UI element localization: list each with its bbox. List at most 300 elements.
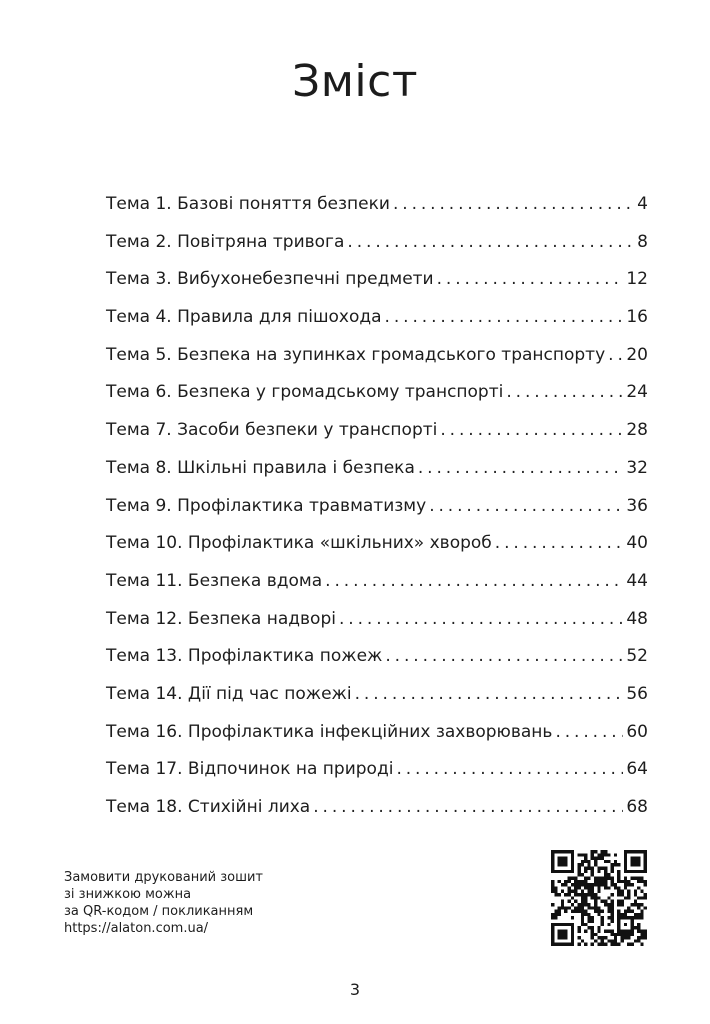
- qr-module: [551, 929, 554, 932]
- qr-module: [611, 893, 614, 896]
- toc-item-page: 68: [626, 797, 648, 817]
- qr-module: [611, 900, 614, 903]
- qr-module: [604, 870, 607, 873]
- toc-item-page: 64: [626, 759, 648, 780]
- toc-item-title: Тема 14. Дії під час пожежі: [106, 683, 352, 704]
- qr-module: [558, 870, 561, 873]
- qr-module: [624, 853, 627, 856]
- qr-module: [551, 916, 554, 919]
- qr-module: [640, 850, 643, 853]
- qr-module: [571, 939, 574, 942]
- qr-module: [581, 880, 584, 883]
- toc-item[interactable]: [106, 186, 648, 224]
- qr-module: [568, 876, 571, 879]
- qr-module: [637, 886, 640, 889]
- qr-module: [644, 883, 647, 886]
- qr-module: [611, 883, 614, 886]
- qr-module: [617, 876, 620, 879]
- qr-module: [594, 880, 597, 883]
- qr-module: [581, 853, 584, 856]
- qr-module: [644, 936, 647, 939]
- qr-module: [604, 860, 607, 863]
- qr-module: [637, 929, 640, 932]
- qr-module: [634, 900, 637, 903]
- qr-module: [581, 903, 584, 906]
- qr-module: [581, 906, 584, 909]
- qr-module: [558, 923, 561, 926]
- qr-module: [574, 900, 577, 903]
- qr-module: [611, 903, 614, 906]
- qr-module: [607, 903, 610, 906]
- qr-module: [577, 903, 580, 906]
- qr-module: [637, 850, 640, 853]
- qr-module: [617, 873, 620, 876]
- toc-item-title: Тема 10. Профілактика «шкільних» хвороб: [106, 533, 492, 554]
- qr-module: [551, 939, 554, 942]
- qr-module: [594, 893, 597, 896]
- qr-module: [571, 850, 574, 853]
- qr-module: [564, 850, 567, 853]
- qr-module: [640, 916, 643, 919]
- qr-module: [581, 883, 584, 886]
- qr-module: [584, 870, 587, 873]
- qr-module: [558, 857, 561, 860]
- qr-module: [640, 929, 643, 932]
- qr-module: [614, 883, 617, 886]
- qr-module: [624, 876, 627, 879]
- toc-item[interactable]: [106, 374, 648, 412]
- qr-module: [568, 890, 571, 893]
- qr-module: [601, 916, 604, 919]
- toc-item-title: Тема 1. Базові поняття безпеки: [106, 194, 390, 214]
- qr-module: [558, 863, 561, 866]
- qr-module: [621, 929, 624, 932]
- qr-module: [601, 936, 604, 939]
- qr-module: [584, 896, 587, 899]
- qr-module: [611, 910, 614, 913]
- qr-module: [614, 853, 617, 856]
- qr-module: [571, 923, 574, 926]
- qr-module: [627, 916, 630, 919]
- qr-module: [607, 873, 610, 876]
- toc-item[interactable]: [106, 450, 648, 488]
- qr-module: [577, 880, 580, 883]
- qr-module: [594, 903, 597, 906]
- qr-module: [571, 857, 574, 860]
- toc-leader-dots: [495, 525, 624, 563]
- qr-module: [614, 860, 617, 863]
- toc-leader-dots: [555, 714, 623, 752]
- qr-module: [587, 913, 590, 916]
- qr-module: [630, 857, 633, 860]
- qr-module: [627, 890, 630, 893]
- toc-item[interactable]: [106, 714, 648, 752]
- qr-module: [624, 910, 627, 913]
- qr-module: [594, 933, 597, 936]
- qr-module: [581, 923, 584, 926]
- qr-module: [607, 939, 610, 942]
- qr-module: [551, 867, 554, 870]
- qr-module: [634, 870, 637, 873]
- qr-module: [640, 936, 643, 939]
- qr-module: [611, 920, 614, 923]
- qr-module: [621, 933, 624, 936]
- qr-module: [551, 863, 554, 866]
- qr-module: [637, 926, 640, 929]
- qr-module: [607, 896, 610, 899]
- qr-module: [630, 929, 633, 932]
- qr-module: [568, 893, 571, 896]
- qr-module: [637, 870, 640, 873]
- qr-module: [574, 910, 577, 913]
- toc-item[interactable]: [106, 563, 648, 601]
- qr-module: [587, 906, 590, 909]
- qr-module: [604, 867, 607, 870]
- qr-module: [584, 886, 587, 889]
- qr-module: [624, 936, 627, 939]
- qr-module: [591, 853, 594, 856]
- qr-module: [607, 853, 610, 856]
- qr-module: [594, 863, 597, 866]
- qr-module: [581, 900, 584, 903]
- order-note-line: зі знижкою можна: [64, 887, 192, 902]
- qr-module: [597, 867, 600, 870]
- qr-module: [611, 876, 614, 879]
- toc-item-page: 20: [626, 344, 648, 365]
- qr-module: [640, 890, 643, 893]
- qr-module: [614, 863, 617, 866]
- qr-module: [621, 903, 624, 906]
- qr-module: [624, 933, 627, 936]
- toc-item[interactable]: [106, 299, 648, 337]
- qr-module: [640, 943, 643, 946]
- qr-module: [624, 880, 627, 883]
- qr-module: [637, 923, 640, 926]
- qr-module: [571, 890, 574, 893]
- qr-module: [624, 896, 627, 899]
- qr-module: [584, 943, 587, 946]
- qr-module: [584, 893, 587, 896]
- qr-module: [561, 936, 564, 939]
- toc-item[interactable]: [106, 751, 648, 789]
- qr-module: [624, 923, 627, 926]
- qr-module: [574, 893, 577, 896]
- qr-module: [568, 923, 571, 926]
- qr-module: [621, 893, 624, 896]
- qr-module: [617, 893, 620, 896]
- qr-module: [551, 850, 554, 853]
- qr-module: [591, 929, 594, 932]
- qr-module: [594, 850, 597, 853]
- qr-module: [627, 936, 630, 939]
- toc-leader-dots: [506, 374, 623, 412]
- qr-module: [637, 863, 640, 866]
- qr-module: [571, 860, 574, 863]
- qr-module: [594, 939, 597, 942]
- qr-module: [554, 943, 557, 946]
- qr-module: [568, 850, 571, 853]
- toc-leader-dots: [608, 337, 623, 375]
- qr-module: [597, 906, 600, 909]
- qr-module: [601, 880, 604, 883]
- qr-module: [571, 916, 574, 919]
- qr-module: [634, 939, 637, 942]
- qr-module: [630, 923, 633, 926]
- toc-item-title: Тема 2. Повітряна тривога: [106, 231, 345, 252]
- toc-item[interactable]: [106, 638, 648, 676]
- qr-module: [551, 933, 554, 936]
- toc-item-title: Тема 16. Профілактика інфекційних захворювань: [106, 721, 553, 742]
- toc-item[interactable]: [106, 261, 648, 299]
- qr-module: [561, 857, 564, 860]
- qr-module: [624, 883, 627, 886]
- toc-item[interactable]: [106, 676, 648, 714]
- qr-module: [621, 913, 624, 916]
- qr-module: [551, 870, 554, 873]
- qr-module: [614, 886, 617, 889]
- qr-module: [577, 886, 580, 889]
- qr-module: [627, 943, 630, 946]
- toc-item-page: 40: [626, 533, 648, 554]
- qr-module: [591, 867, 594, 870]
- qr-module: [568, 870, 571, 873]
- toc-item[interactable]: [106, 488, 648, 526]
- qr-module: [617, 913, 620, 916]
- qr-module: [607, 929, 610, 932]
- qr-module: [597, 857, 600, 860]
- toc-item[interactable]: [106, 412, 648, 450]
- qr-module: [577, 943, 580, 946]
- qr-module: [594, 876, 597, 879]
- qr-module: [627, 933, 630, 936]
- qr-module: [584, 860, 587, 863]
- toc-item[interactable]: [106, 224, 648, 262]
- qr-module: [561, 906, 564, 909]
- qr-module: [574, 883, 577, 886]
- qr-module: [571, 943, 574, 946]
- qr-module: [630, 870, 633, 873]
- qr-module: [601, 920, 604, 923]
- qr-module: [587, 916, 590, 919]
- order-link[interactable]: https://alaton.com.ua/: [64, 921, 209, 936]
- qr-module: [597, 870, 600, 873]
- qr-module: [617, 863, 620, 866]
- qr-module: [581, 873, 584, 876]
- toc-leader-dots: [429, 488, 623, 526]
- qr-module: [584, 923, 587, 926]
- qr-module: [591, 850, 594, 853]
- qr-module: [630, 943, 633, 946]
- toc-item[interactable]: [106, 337, 648, 375]
- qr-module: [630, 850, 633, 853]
- qr-module: [571, 936, 574, 939]
- qr-code-icon[interactable]: [551, 850, 647, 946]
- qr-module: [594, 857, 597, 860]
- qr-module: [597, 886, 600, 889]
- qr-module: [640, 870, 643, 873]
- qr-module: [617, 916, 620, 919]
- qr-module: [591, 916, 594, 919]
- qr-module: [644, 863, 647, 866]
- qr-module: [577, 870, 580, 873]
- qr-module: [558, 929, 561, 932]
- toc-leader-dots: [313, 789, 623, 827]
- qr-module: [597, 883, 600, 886]
- qr-module: [561, 863, 564, 866]
- qr-module: [624, 886, 627, 889]
- toc-item[interactable]: [106, 601, 648, 639]
- qr-module: [591, 857, 594, 860]
- qr-module: [587, 883, 590, 886]
- qr-module: [587, 893, 590, 896]
- toc-item-page: 60: [626, 721, 648, 742]
- toc-item-title: Тема 3. Вибухонебезпечні предмети: [106, 269, 434, 290]
- qr-module: [621, 900, 624, 903]
- qr-module: [624, 863, 627, 866]
- qr-module: [584, 880, 587, 883]
- qr-module: [617, 886, 620, 889]
- qr-module: [634, 913, 637, 916]
- qr-module: [630, 920, 633, 923]
- qr-module: [611, 913, 614, 916]
- qr-module: [597, 896, 600, 899]
- toc-item-page: 32: [626, 457, 648, 478]
- qr-module: [577, 873, 580, 876]
- qr-module: [597, 853, 600, 856]
- toc-leader-dots: [437, 261, 624, 299]
- qr-module: [640, 876, 643, 879]
- qr-module: [611, 916, 614, 919]
- qr-module: [617, 890, 620, 893]
- toc-item-title: Тема 6. Безпека у громадському транспорті: [106, 382, 504, 403]
- qr-module: [551, 943, 554, 946]
- qr-module: [627, 929, 630, 932]
- qr-module: [621, 890, 624, 893]
- qr-module: [561, 903, 564, 906]
- qr-module: [587, 867, 590, 870]
- qr-module: [561, 850, 564, 853]
- qr-module: [597, 943, 600, 946]
- qr-module: [568, 900, 571, 903]
- toc-item[interactable]: [106, 789, 648, 827]
- toc-item-page: 24: [626, 382, 648, 403]
- qr-module: [577, 910, 580, 913]
- qr-module: [644, 870, 647, 873]
- qr-module: [584, 929, 587, 932]
- qr-module: [571, 863, 574, 866]
- qr-module: [630, 916, 633, 919]
- qr-module: [584, 853, 587, 856]
- qr-module: [584, 913, 587, 916]
- qr-module: [621, 880, 624, 883]
- qr-module: [577, 906, 580, 909]
- qr-module: [601, 900, 604, 903]
- qr-module: [607, 886, 610, 889]
- toc-item-page: 28: [626, 420, 648, 441]
- qr-module: [634, 850, 637, 853]
- qr-module: [637, 913, 640, 916]
- toc-item-title: Тема 11. Безпека вдома: [106, 570, 323, 591]
- qr-module: [627, 850, 630, 853]
- toc-leader-dots: [393, 186, 633, 224]
- qr-module: [571, 933, 574, 936]
- qr-module: [601, 883, 604, 886]
- toc-item-page: 56: [626, 683, 648, 704]
- qr-module: [597, 876, 600, 879]
- toc-leader-dots: [396, 751, 623, 789]
- qr-module: [617, 920, 620, 923]
- qr-module: [561, 890, 564, 893]
- qr-module: [601, 867, 604, 870]
- qr-module: [627, 880, 630, 883]
- qr-module: [551, 926, 554, 929]
- qr-module: [644, 853, 647, 856]
- qr-module: [607, 906, 610, 909]
- qr-module: [591, 890, 594, 893]
- qr-module: [561, 870, 564, 873]
- qr-module: [630, 883, 633, 886]
- qr-module: [597, 926, 600, 929]
- qr-module: [644, 933, 647, 936]
- qr-module: [577, 863, 580, 866]
- qr-module: [617, 926, 620, 929]
- qr-module: [571, 929, 574, 932]
- qr-module: [601, 850, 604, 853]
- qr-module: [554, 893, 557, 896]
- qr-module: [574, 906, 577, 909]
- qr-module: [561, 929, 564, 932]
- qr-module: [621, 916, 624, 919]
- toc-leader-dots: [385, 299, 624, 337]
- qr-module: [607, 860, 610, 863]
- qr-module: [617, 880, 620, 883]
- qr-module: [568, 943, 571, 946]
- qr-module: [558, 933, 561, 936]
- qr-module: [568, 906, 571, 909]
- qr-module: [601, 853, 604, 856]
- qr-module: [634, 876, 637, 879]
- qr-module: [564, 860, 567, 863]
- qr-module: [611, 870, 614, 873]
- qr-module: [551, 853, 554, 856]
- qr-module: [637, 880, 640, 883]
- toc-leader-dots: [325, 563, 623, 601]
- qr-module: [597, 929, 600, 932]
- qr-module: [624, 870, 627, 873]
- qr-module: [558, 893, 561, 896]
- qr-module: [551, 903, 554, 906]
- qr-module: [627, 896, 630, 899]
- qr-module: [607, 876, 610, 879]
- qr-module: [574, 880, 577, 883]
- qr-module: [630, 863, 633, 866]
- qr-module: [577, 867, 580, 870]
- qr-module: [597, 913, 600, 916]
- qr-module: [644, 880, 647, 883]
- toc-item-title: Тема 18. Стихійні лиха: [106, 797, 311, 817]
- qr-module: [644, 857, 647, 860]
- qr-module: [587, 903, 590, 906]
- toc-item[interactable]: [106, 525, 648, 563]
- qr-module: [587, 876, 590, 879]
- qr-module: [640, 913, 643, 916]
- qr-module: [637, 916, 640, 919]
- order-note-line: за QR-кодом / покликанням: [64, 904, 254, 919]
- qr-module: [614, 936, 617, 939]
- qr-module: [571, 876, 574, 879]
- qr-module: [644, 929, 647, 932]
- qr-module: [630, 910, 633, 913]
